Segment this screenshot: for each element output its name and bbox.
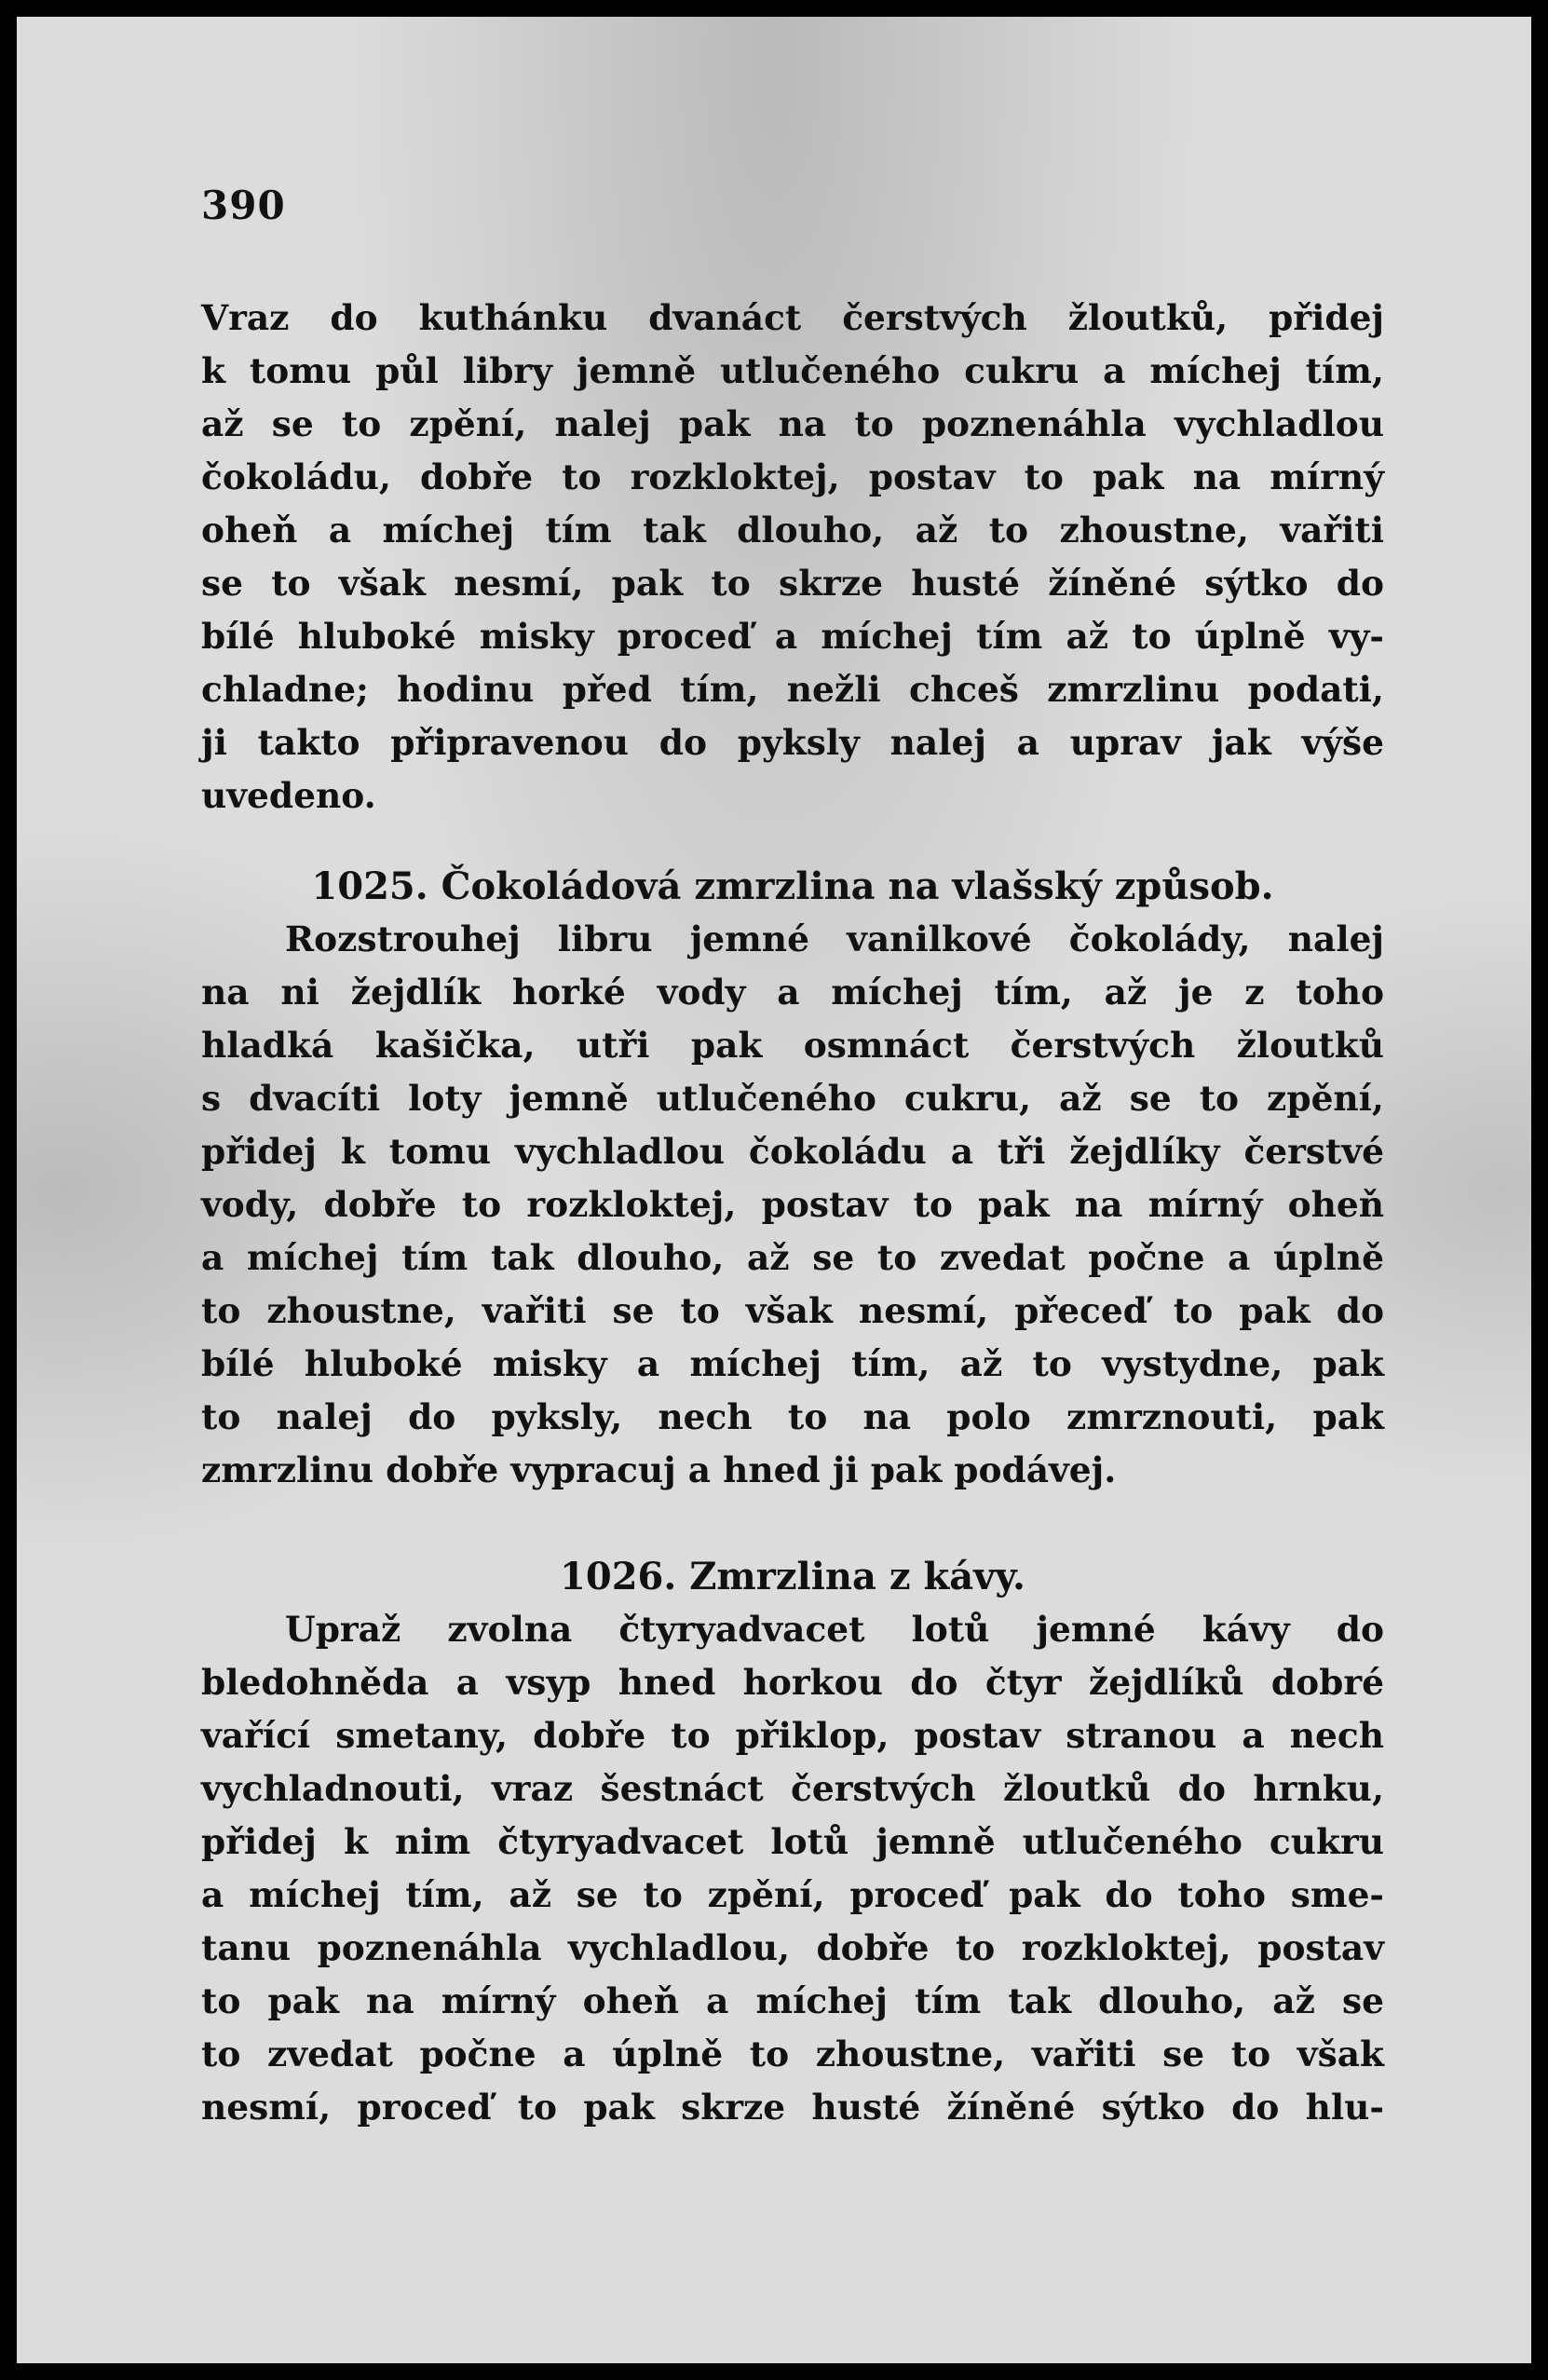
text-line: na ni žejdlík horké vody a míchej tím, až je z toho <box>201 972 1384 1013</box>
text-line: to zvedat počne a úplně to zhoustne, vařiti se to však <box>201 2033 1384 2074</box>
text-line: se to však nesmí, pak to skrze husté žíněné sýtko do <box>201 563 1384 604</box>
text-line: Rozstrouhej libru jemné vanilkové čokolády, nalej <box>285 918 1384 959</box>
text-line: bledohněda a vsyp hned horkou do čtyr žejdlíků dobré <box>201 1662 1384 1703</box>
text-line: a míchej tím tak dlouho, až se to zvedat počne a úplně <box>201 1237 1384 1278</box>
text-line: ji takto připravenou do pyksly nalej a uprav jak výše <box>201 722 1384 763</box>
book-page <box>17 17 1531 2363</box>
paragraph-2-text <box>201 913 1384 1497</box>
text-line: vařící smetany, dobře to přiklop, postav stranou a nech <box>201 1715 1384 1756</box>
text-line: zmrzlinu dobře vypracuj a hned ji pak podávej. <box>201 1449 1117 1490</box>
text-line: bílé hluboké misky a míchej tím, až to vystydne, pak <box>201 1343 1384 1384</box>
page-number: 390 <box>201 183 286 228</box>
text-line: chladne; hodinu před tím, nežli chceš zmrzlinu podati, <box>201 669 1384 710</box>
text-line: to zhoustne, vařiti se to však nesmí, přeceď to pak do <box>201 1290 1384 1331</box>
recipe-heading-1026 <box>201 1550 1384 1603</box>
text-line: s dvacíti loty jemně utlučeného cukru, až se to zpění, <box>201 1078 1384 1119</box>
paragraph-3 <box>201 1603 1384 2134</box>
text-line: přidej k nim čtyryadvacet lotů jemně utlučeného cukru <box>201 1821 1384 1862</box>
recipe-heading-1025 <box>201 860 1384 913</box>
text-line: až se to zpění, nalej pak na to poznenáhla vychladlou <box>201 403 1384 444</box>
recipe-title: 1026. Zmrzlina z kávy. <box>560 1555 1025 1598</box>
text-line: Upraž zvolna čtyryadvacet lotů jemné kávy do <box>285 1609 1384 1650</box>
text-line: oheň a míchej tím tak dlouho, až to zhoustne, vařiti <box>201 510 1384 551</box>
text-line: vody, dobře to rozkloktej, postav to pak na mírný oheň <box>201 1184 1384 1225</box>
paragraph-1-text <box>201 292 1384 823</box>
paragraph-2 <box>201 913 1384 1497</box>
text-line: bílé hluboké misky proceď a míchej tím až to úplně vy- <box>201 616 1384 657</box>
text-line: přidej k tomu vychladlou čokoládu a tři žejdlíky čerstvé <box>201 1131 1384 1172</box>
text-line: vychladnouti, vraz šestnáct čerstvých žloutků do hrnku, <box>201 1768 1384 1809</box>
text-line: čokoládu, dobře to rozkloktej, postav to pak na mírný <box>201 456 1384 497</box>
text-line: Vraz do kuthánku dvanáct čerstvých žloutků, přidej <box>201 297 1384 338</box>
recipe-title: 1025. Čokoládová zmrzlina na vlašský způsob. <box>311 864 1274 908</box>
text-line: nesmí, proceď to pak skrze husté žíněné sýtko do hlu- <box>201 2087 1384 2128</box>
text-line: k tomu půl libry jemně utlučeného cukru a míchej tím, <box>201 350 1384 391</box>
text-line: hladká kašička, utři pak osmnáct čerstvých žloutků <box>201 1025 1384 1066</box>
text-line: tanu poznenáhla vychladlou, dobře to rozkloktej, postav <box>201 1927 1384 1968</box>
paragraph-1 <box>201 292 1384 823</box>
text-line: a míchej tím, až se to zpění, proceď pak do toho sme- <box>201 1874 1384 1915</box>
text-line: uvedeno. <box>201 775 376 816</box>
text-line: to nalej do pyksly, nech to na polo zmrznouti, pak <box>201 1396 1384 1437</box>
paragraph-3-text <box>201 1603 1384 2134</box>
text-line: to pak na mírný oheň a míchej tím tak dlouho, až se <box>201 1980 1384 2021</box>
